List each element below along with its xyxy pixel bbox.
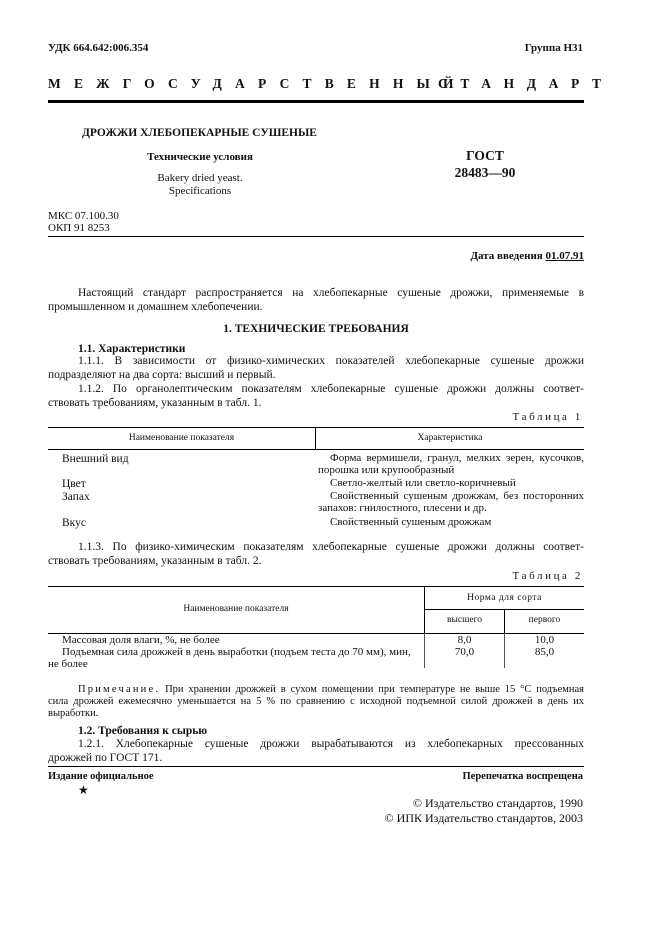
table2-top-rule [48, 586, 584, 587]
intro-line1: Настоящий стандарт распространяется на хлебопекарные сушеные дрожжи, применяемые в [78, 287, 584, 299]
table2-row-name: Массовая доля влаги, %, не более [62, 634, 220, 646]
gost-block [440, 147, 530, 181]
intro-date [470, 250, 584, 264]
para-1-2-1 [48, 737, 584, 766]
classification-codes [48, 210, 119, 234]
gost-number: 28483—90 [454, 165, 516, 180]
footer-rule [48, 766, 584, 767]
para-1-1-3 [48, 540, 584, 569]
mezhgos-word: МЕЖГОСУДАРСТВЕННЫЙ [48, 76, 467, 91]
star-icon: ★ [78, 783, 89, 797]
subsection-1-2-title: 1.2. Требования к сырью [78, 725, 208, 737]
table2-row-first-value: 85,0 [534, 646, 555, 658]
intro-paragraph [48, 286, 584, 315]
para-1-1-2-line1: 1.1.2. По органолептическим показателям хлебопекарные сушеные дрожжи должны соответ- [78, 383, 584, 395]
copyright-block [385, 796, 583, 826]
table2-note [48, 684, 584, 720]
para-1-2-1-line1: 1.2.1. Хлебопекарные сушеные дрожжи вырабатываются из хлебопекарных прессованных [78, 738, 584, 750]
table2-subheader-rule [424, 609, 584, 610]
table1-row-name: Внешний вид [62, 453, 129, 465]
intro-line2: промышленном и домашнем хлебопечении. [48, 301, 263, 314]
group-code: Группа Н31 [524, 42, 583, 54]
table2-col-name-header: Наименование показателя [183, 604, 289, 614]
table1-caption: Таблица 1 [512, 411, 583, 423]
table2-row-high-value: 70,0 [454, 646, 475, 658]
para-1-1-1 [48, 354, 584, 383]
para-1-2-1-line2: дрожжей по ГОСТ 171. [48, 752, 163, 765]
title-rule [48, 236, 584, 237]
para-1-1-2-line2: ствовать требованиям, указанным в табл. 1. [48, 397, 262, 410]
standart-word: СТАНДАРТ [438, 76, 614, 91]
reprint-forbidden: Перепечатка воспрещена [462, 771, 583, 782]
table2-caption: Таблица 2 [512, 570, 583, 582]
copyright-line2: © ИПК Издательство стандартов, 2003 [384, 811, 583, 825]
para-1-1-1-line2: подразделяют на два сорта: высший и первый. [48, 369, 276, 382]
table1-row-name: Запах [62, 491, 90, 503]
table1-row-name: Вкус [62, 517, 86, 529]
english-title-line2: Specifications [168, 185, 232, 197]
table2-col-first-header: первого [528, 615, 561, 625]
table1-col2-header: Характеристика [417, 433, 483, 443]
section1-title: 1. ТЕХНИЧЕСКИЕ ТРЕБОВАНИЯ [223, 323, 409, 335]
note-line2: сила дрожжей ежемесячно уменьшается на 5 % по сравнению с исходной подъемной силой дрожжей в день их [48, 696, 584, 707]
header-rule [48, 100, 584, 103]
document-subtitle: Технические условия [147, 151, 253, 163]
official-edition: Издание официальное [48, 771, 154, 782]
table2-row-high-value: 8,0 [457, 634, 472, 646]
para-1-1-3-line2: ствовать требованиям, указанным в табл. 2. [48, 555, 262, 568]
udk-code: УДК 664.642:006.354 [48, 42, 149, 54]
table2-row-first-value: 10,0 [534, 634, 555, 646]
mks-code: МКС 07.100.30 [48, 210, 119, 222]
table1-row-value-line2: запахов: гнилостного, плесени и др. [318, 502, 487, 514]
note-line1-text: При хранении дрожжей в сухом помещении при температуре не выше 15 °С подъемная [165, 684, 584, 695]
intro-date-label: Дата введения [470, 250, 543, 262]
table1-row-value [318, 490, 584, 514]
okp-code: ОКП 91 8253 [48, 222, 110, 234]
table1-top-rule [48, 427, 584, 428]
table1-header-rule [48, 449, 584, 450]
table1-row-value-line1: Свойственный сушеным дрожжам, без посторонних [330, 490, 584, 502]
table1-row-value-line1: Форма вермишели, гранул, мелких зерен, кусочков, [330, 452, 584, 464]
table1-row-value: Свойственный сушеным дрожжам [330, 516, 492, 528]
table1-row-value-line2: порошка или крупообразный [318, 464, 455, 476]
english-title [120, 172, 280, 198]
table2-row-name [48, 646, 422, 670]
table1-row-value: Светло-желтый или светло-коричневый [330, 477, 516, 489]
note-label: Примечание. [78, 684, 161, 695]
table2-col-high-header: высшего [446, 615, 483, 625]
table2-row-name-line1: Подъемная сила дрожжей в день выработки (подъем теста до 70 мм), мин, [62, 646, 411, 658]
note-line1 [48, 684, 584, 696]
copyright-line1: © Издательство стандартов, 1990 [412, 796, 583, 810]
document-title: ДРОЖЖИ ХЛЕБОПЕКАРНЫЕ СУШЕНЫЕ [82, 127, 317, 139]
gost-label: ГОСТ [466, 148, 504, 163]
subsection-1-1-title: 1.1. Характеристики [78, 343, 186, 355]
table1-col1-header: Наименование показателя [128, 433, 235, 443]
note-line3: выработки. [48, 708, 99, 719]
intro-date-value: 01.07.91 [545, 250, 584, 262]
english-title-line1: Bakery dried yeast. [157, 172, 243, 184]
para-1-1-2 [48, 382, 584, 411]
table1-row-name: Цвет [62, 478, 86, 490]
table2-col-norm-header: Норма для сорта [467, 593, 542, 603]
table1-row-value [318, 452, 584, 476]
para-1-1-3-line1: 1.1.3. По физико-химическим показателям хлебопекарные сушеные дрожжи должны соответ- [78, 541, 584, 553]
para-1-1-1-line1: 1.1.1. В зависимости от физико-химических показателей хлебопекарные сушеные дрожжи [78, 355, 584, 367]
table2-row-name-line2: не более [48, 658, 88, 670]
